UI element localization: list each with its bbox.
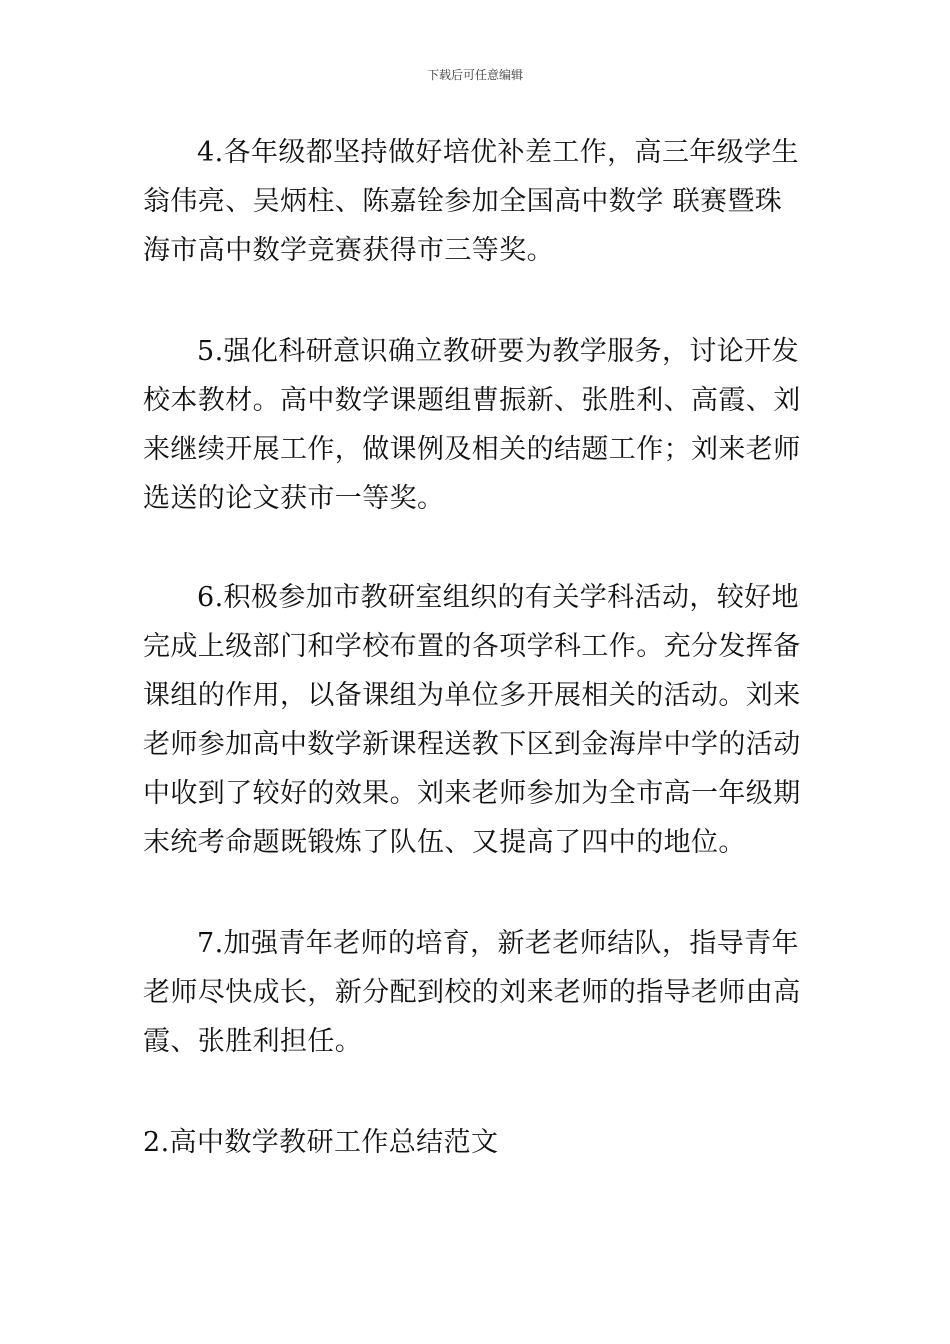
section-heading: 2.高中数学教研工作总结范文 xyxy=(143,1127,499,1158)
paragraph-item-6: 6.积极参加市教研室组织的有关学科活动，较好地完成上级部门和学校布置的各项学科工作。充分发挥备课组的作用，以备课组为单位多开展相关的活动。刘来老师参加高中数学新课程送教下区到金海岸中学的活动中收到了较好的效果。刘来老师参加为全市高一年级期末统考命题既锻炼了队伍、又提高了四中的地位。 xyxy=(143,582,801,858)
paragraph-item-4: 4.各年级都坚持做好培优补差工作，高三年级学生翁伟亮、吴炳柱、陈嘉铨参加全国高中数学 联赛暨珠海市高中数学竞赛获得市三等奖。 xyxy=(143,137,799,266)
paragraph-item-7: 7.加强青年老师的培育，新老老师结队，指导青年老师尽快成长，新分配到校的刘来老师的指导老师由高霞、张胜利担任。 xyxy=(143,928,801,1057)
page-header: 下载后可任意编辑 xyxy=(426,68,523,82)
paragraph-item-5: 5.强化科研意识确立教研要为教学服务，讨论开发校本教材。高中数学课题组曹振新、张胜利、高霞、刘来继续开展工作，做课例及相关的结题工作；刘来老师选送的论文获市一等奖。 xyxy=(143,336,801,514)
